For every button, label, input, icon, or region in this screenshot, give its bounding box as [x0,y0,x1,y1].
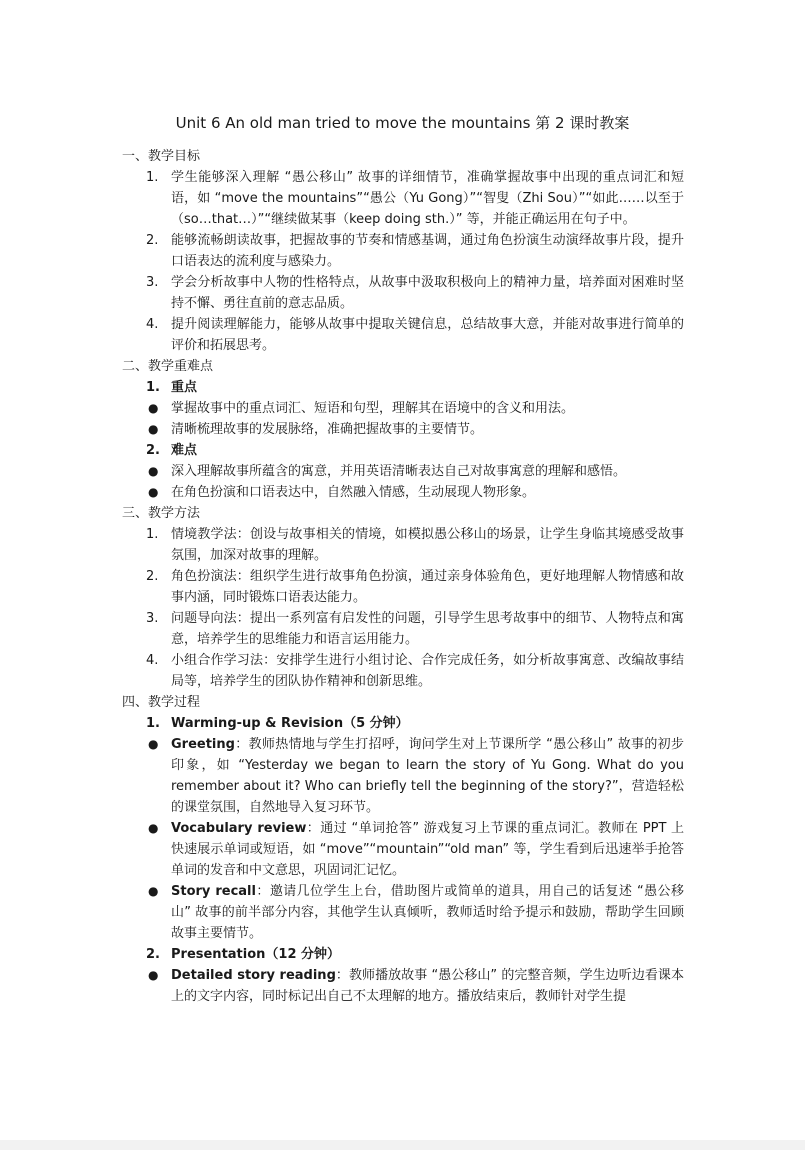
subheading-label: 重点 [171,380,198,395]
bullet-icon: ● [148,485,159,499]
subheading-focus [122,377,684,398]
list-marker: 4. [146,317,159,332]
section-heading-methods: 三、教学方法 [122,506,201,521]
list-item-text: 问题导向法：提出一系列富有启发性的问题，引导学生思考故事中的细节、人物特点和寓意，培养学生的思维能力和语言运用能力。 [171,611,684,647]
list-item [122,314,684,356]
list-item-text: 小组合作学习法：安排学生进行小组讨论、合作完成任务，如分析故事寓意、改编故事结局等，培养学生的团队协作精神和创新思维。 [171,653,684,689]
bullet-item [122,482,684,503]
list-marker: 1. [146,527,159,542]
bullet-text: 掌握故事中的重点词汇、短语和句型，理解其在语境中的含义和用法。 [171,401,575,416]
bullet-text: 清晰梳理故事的发展脉络，准确把握故事的主要情节。 [171,422,484,437]
bullet-icon: ● [148,401,159,415]
bullet-item [122,965,684,1007]
list-item [122,167,684,230]
list-item-text: 角色扮演法：组织学生进行故事角色扮演，通过亲身体验角色，更好地理解人物情感和故事内涵，同时锻炼口语表达能力。 [171,569,684,605]
step-heading-warmup [122,713,684,734]
list-item-text: 提升阅读理解能力，能够从故事中提取关键信息，总结故事大意，并能对故事进行简单的评价和拓展思考。 [171,317,684,353]
subheading-label: 难点 [171,443,198,458]
list-marker: 2. [146,443,160,458]
section-heading-process: 四、教学过程 [122,695,201,710]
list-marker: 1. [146,170,159,185]
bullet-icon: ● [148,422,159,436]
list-marker: 3. [146,611,159,626]
bullet-label: Greeting [171,737,235,752]
section-heading-key-points: 二、教学重难点 [122,359,214,374]
list-item [122,566,684,608]
bullet-text: 深入理解故事所蕴含的寓意，并用英语清晰表达自己对故事寓意的理解和感悟。 [171,464,627,479]
list-item [122,608,684,650]
document-body [122,146,684,1007]
bullet-item [122,734,684,818]
list-marker: 3. [146,275,159,290]
section-heading-objectives: 一、教学目标 [122,149,201,164]
step-label: Presentation（12 分钟） [171,947,341,962]
list-item [122,524,684,566]
bullet-text: ：通过 “单词抢答” 游戏复习上节课的重点词汇。教师在 PPT 上快速展示单词或短语，如 “move”“mountain”“old man” 等，学生看到后迅速举手抢答单词的发音和中文意思，巩固词汇记忆。 [171,821,684,878]
bullet-text: ：教师热情地与学生打招呼，询问学生对上节课所学 “愚公移山” 故事的初步印象，如 “Yesterday we began to learn the story of Yu Gong. What do you remember about it? Who can briefly tell the beginning of the story?”，营造轻松的课堂氛围，自然地导入复习环节。 [171,737,684,815]
bullet-icon: ● [148,884,159,898]
list-marker: 2. [146,947,160,962]
bullet-item [122,419,684,440]
list-item-text: 能够流畅朗读故事，把握故事的节奏和情感基调，通过角色扮演生动演绎故事片段，提升口语表达的流利度与感染力。 [171,233,684,269]
list-item [122,272,684,314]
step-label: Warming-up & Revision（5 分钟） [171,716,409,731]
bullet-icon: ● [148,821,159,835]
list-marker: 4. [146,653,159,668]
bullet-item [122,398,684,419]
bullet-text: ：教师播放故事 “愚公移山” 的完整音频，学生边听边看课本上的文字内容，同时标记出自己不太理解的地方。播放结束后，教师针对学生提 [171,968,684,1004]
list-item [122,230,684,272]
bullet-label: Story recall [171,884,256,899]
bullet-item [122,461,684,482]
bullet-item [122,818,684,881]
step-heading-presentation [122,944,684,965]
list-item-text: 情境教学法：创设与故事相关的情境，如模拟愚公移山的场景，让学生身临其境感受故事氛围，加深对故事的理解。 [171,527,684,563]
list-item-text: 学生能够深入理解 “愚公移山” 故事的详细情节，准确掌握故事中出现的重点词汇和短语，如 “move the mountains”“愚公（Yu Gong）”“智叟（Zhi Sou）”“如此……以至于（so…that…）”“继续做某事（keep doing sth.）” 等，并能正确运用在句子中。 [171,170,684,227]
bullet-label: Detailed story reading [171,968,336,983]
bullet-text: ：邀请几位学生上台，借助图片或简单的道具，用自己的话复述 “愚公移山” 故事的前半部分内容，其他学生认真倾听，教师适时给予提示和鼓励，帮助学生回顾故事主要情节。 [171,884,684,941]
list-marker: 2. [146,233,159,248]
bullet-item [122,881,684,944]
bullet-text: 在角色扮演和口语表达中，自然融入情感，生动展现人物形象。 [171,485,536,500]
bullet-icon: ● [148,737,159,751]
lesson-title: Unit 6 An old man tried to move the mountains 第 2 课时教案 [175,114,630,132]
bullet-icon: ● [148,464,159,478]
list-marker: 1. [146,716,160,731]
list-marker: 2. [146,569,159,584]
bullet-label: Vocabulary review [171,821,307,836]
list-item [122,650,684,692]
list-marker: 1. [146,380,160,395]
subheading-difficulty [122,440,684,461]
bullet-icon: ● [148,968,159,982]
list-item-text: 学会分析故事中人物的性格特点，从故事中汲取积极向上的精神力量，培养面对困难时坚持不懈、勇往直前的意志品质。 [171,275,684,311]
